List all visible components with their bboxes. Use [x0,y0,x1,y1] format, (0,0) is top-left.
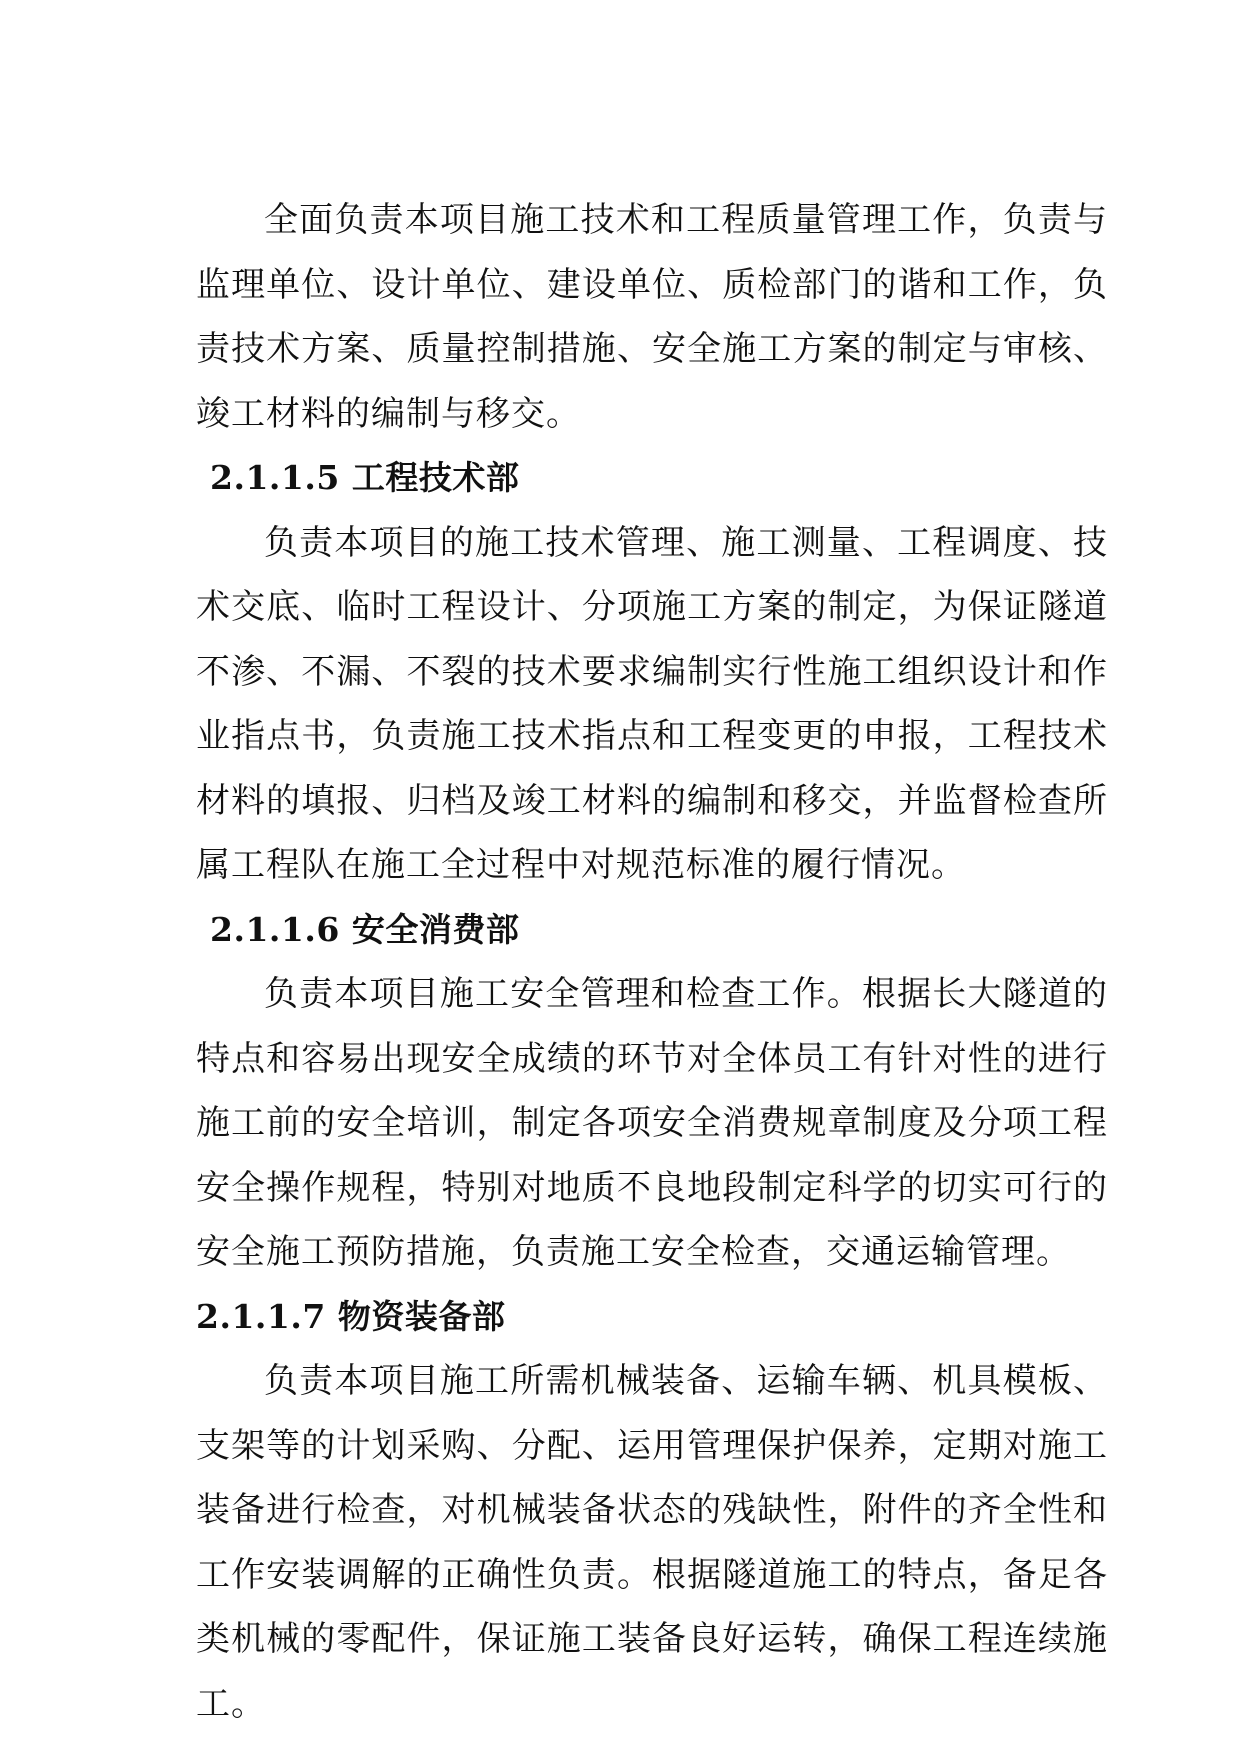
section-title: 工程技术部 [351,458,520,497]
section-body-materials-equipment: 负责本项目施工所需机械装备、运输车辆、机具模板、支架等的计划采购、分配、运用管理保护保养，定期对施工装备进行检查，对机械装备状态的残缺性，附件的齐全性和工作安装调解的正确性负责。根据隧道施工的特点，备足各类机械的零配件，保证施工装备良好运转，确保工程连续施工。 [196,1361,1108,1724]
document-body [196,188,1108,1736]
section-number: 2.1.1.5 [210,458,340,497]
section-heading-2-1-1-5 [196,446,1108,511]
section-title: 安全消费部 [351,909,520,949]
section-number: 2.1.1.6 [210,909,340,949]
section-number: 2.1.1.7 [196,1296,326,1336]
section-body-safety: 负责本项目施工安全管理和检查工作。根据长大隧道的特点和容易出现安全成绩的环节对全体员工有针对性的进行施工前的安全培训，制定各项安全消费规章制度及分项工程安全操作规程，特别对地质不良地段制定科学的切实可行的安全施工预防措施，负责施工安全检查，交通运输管理。 [196,974,1108,1272]
section-heading-2-1-1-6 [196,898,1108,963]
section-body-engineering-technology: 负责本项目的施工技术管理、施工测量、工程调度、技术交底、临时工程设计、分项施工方案的制定，为保证隧道不渗、不漏、不裂的技术要求编制实行性施工组织设计和作业指点书，负责施工技术指点和工程变更的申报，工程技术材料的填报、归档及竣工材料的编制和移交，并监督检查所属工程队在施工全过程中对规范标准的履行情况。 [196,522,1108,885]
section-title: 物资装备部 [337,1296,506,1336]
section-heading-2-1-1-7 [196,1285,1108,1350]
intro-paragraph: 全面负责本项目施工技术和工程质量管理工作，负责与监理单位、设计单位、建设单位、质检部门的谐和工作，负责技术方案、质量控制措施、安全施工方案的制定与审核、竣工材料的编制与移交。 [196,200,1108,434]
